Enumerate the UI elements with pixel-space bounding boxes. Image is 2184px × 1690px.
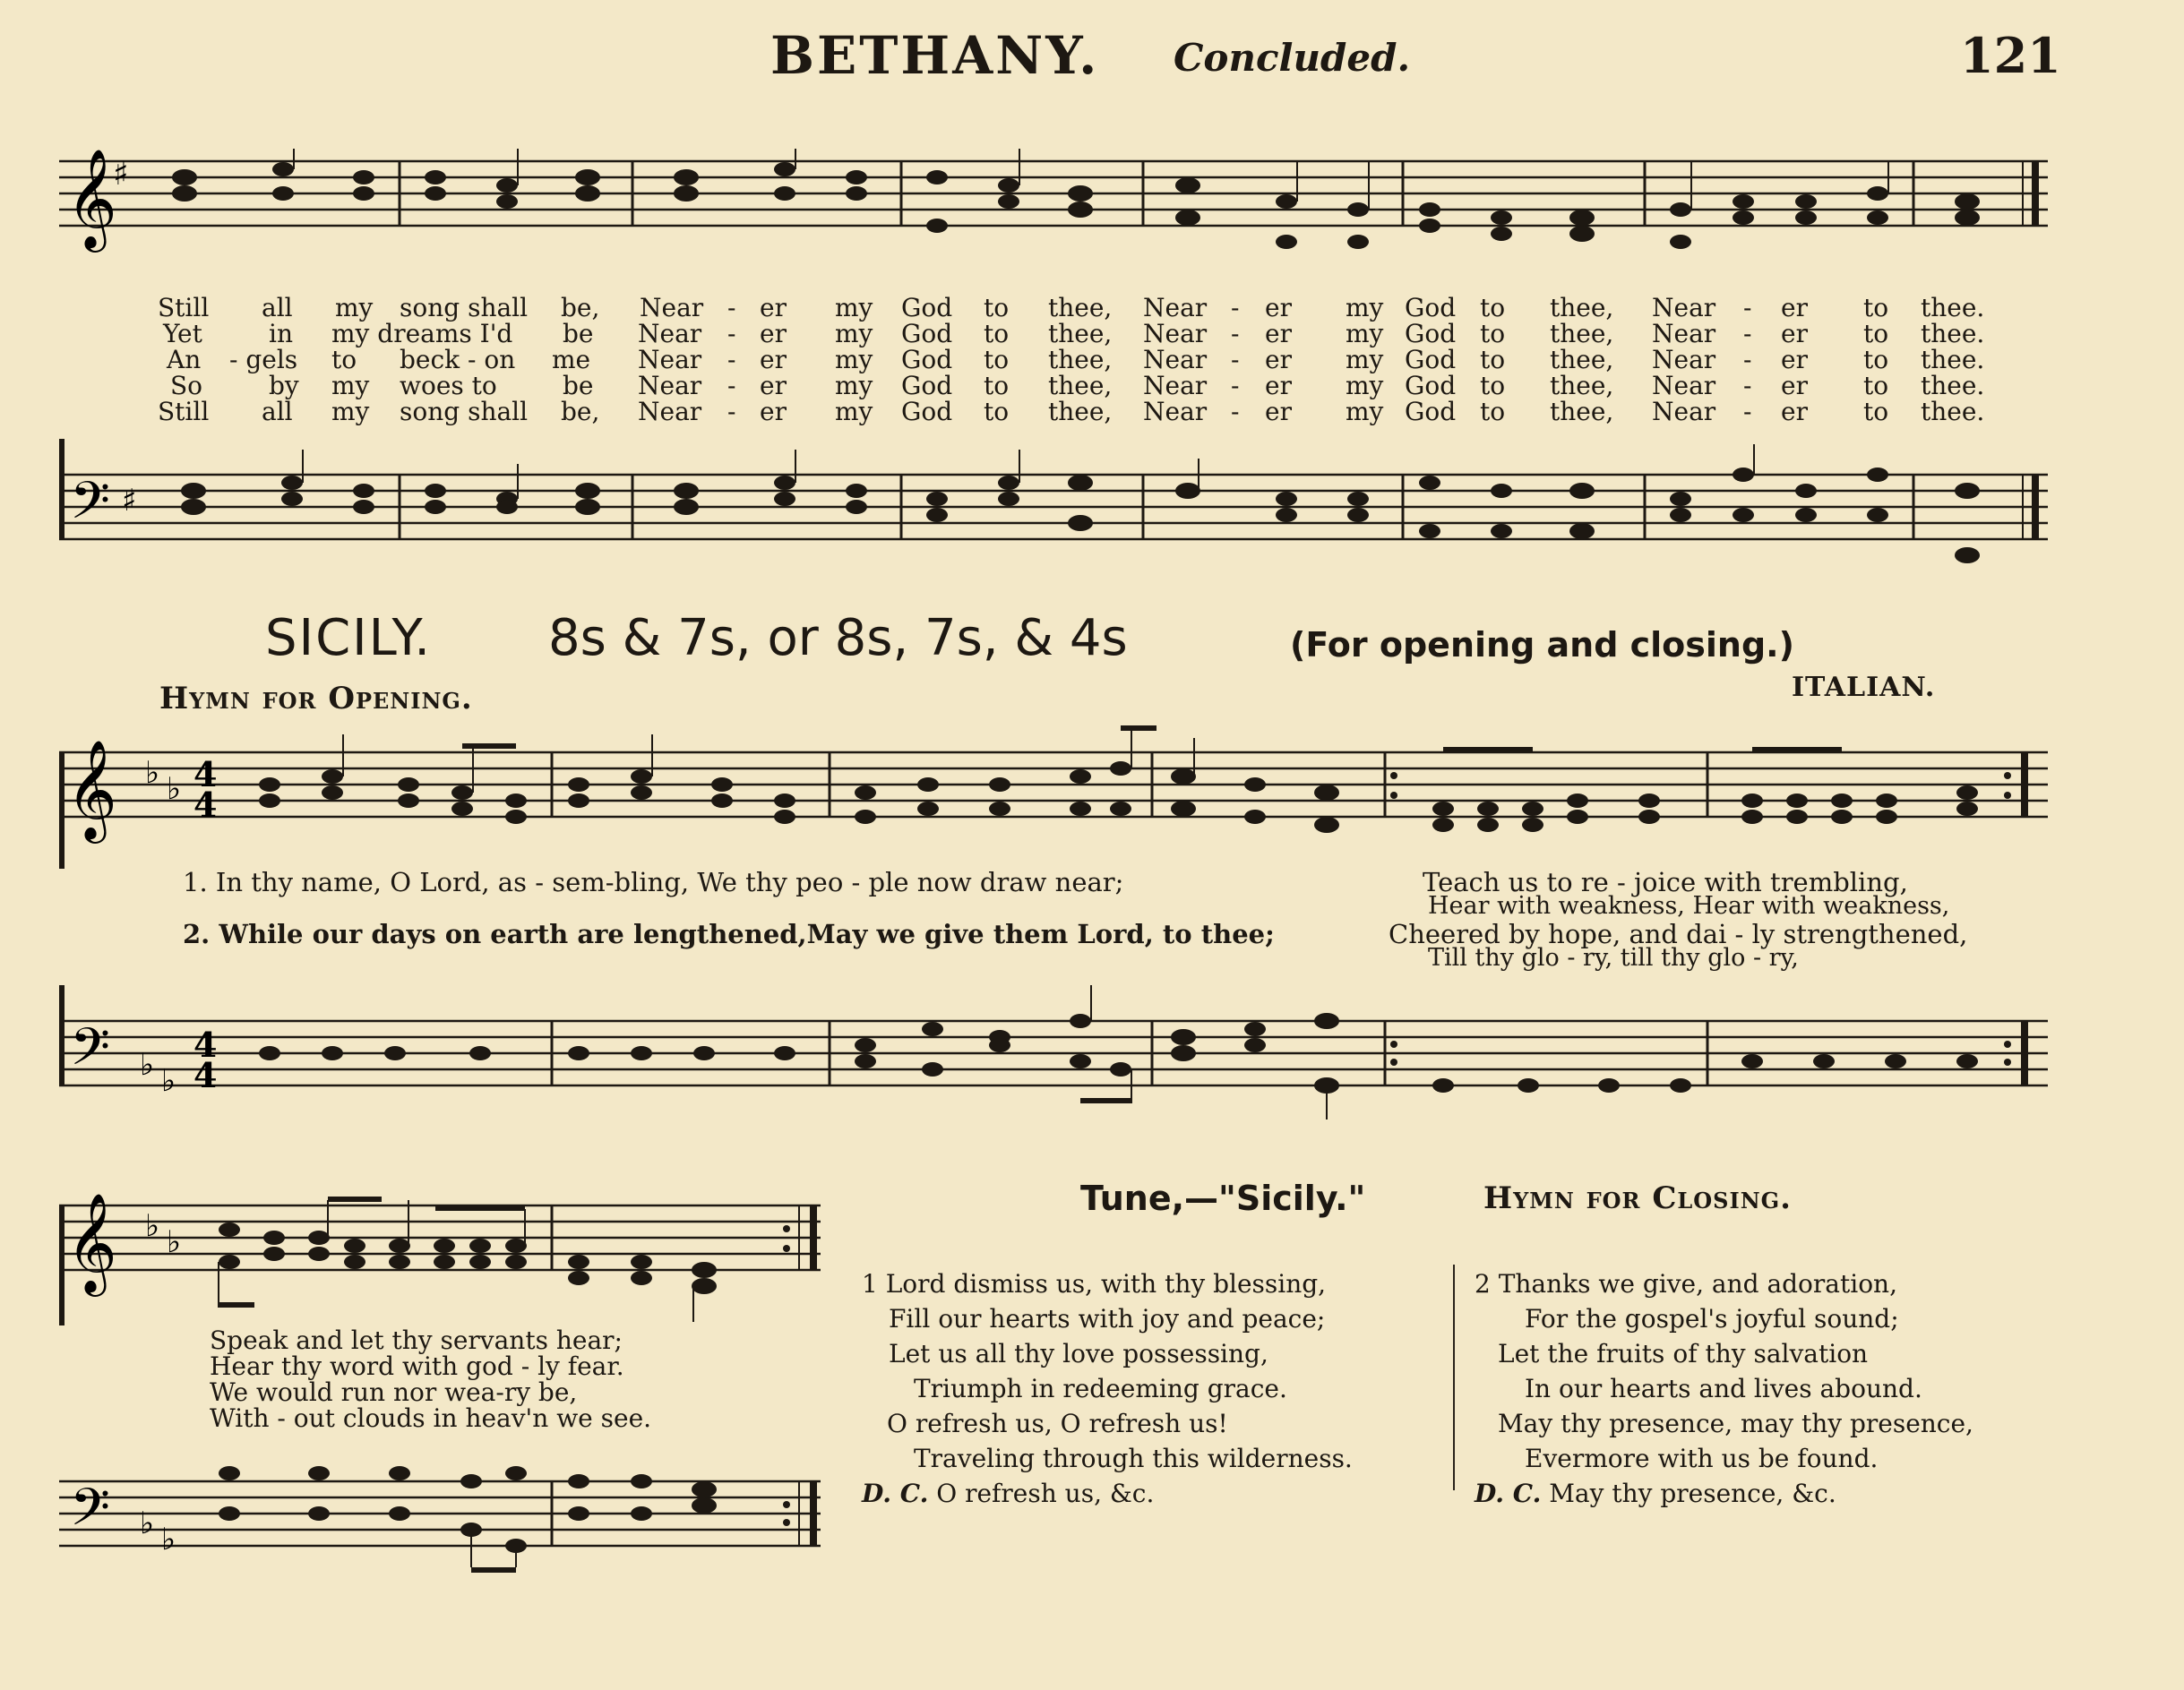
- svg-text:𝄢: 𝄢: [70, 1477, 111, 1550]
- lyric-word: to: [1863, 371, 1889, 400]
- lyric-word: thee,: [1048, 371, 1113, 400]
- lyric-word: er: [1265, 397, 1292, 426]
- lyric-word: my: [835, 293, 873, 322]
- lyric-word: -: [1743, 293, 1752, 322]
- lyric-word: -: [1743, 371, 1752, 400]
- svg-text:♭: ♭: [145, 755, 160, 791]
- continuation-lyric-line: We would run nor wea-ry be,: [210, 1377, 578, 1407]
- lyric-word: er: [1781, 293, 1808, 322]
- lyric-word: to: [984, 371, 1010, 400]
- lyric-word: -: [1231, 397, 1240, 426]
- hymn-usage-note: (For opening and closing.): [1290, 625, 1794, 665]
- hymn-for-closing-label: Hymn for Closing.: [1483, 1180, 1792, 1216]
- lyric-word: my: [1346, 293, 1384, 322]
- lyric-word: to: [984, 319, 1010, 348]
- lyric-word: God: [1405, 397, 1457, 426]
- sicily-lyric-line-2: 2. While our days on earth are lengthened,May we give them Lord, to thee;: [183, 919, 1275, 949]
- sicily-lyric-line-1-end-a: Teach us to re - joice with trembling,: [1423, 867, 1908, 897]
- verse-line: O refresh us, O refresh us!: [887, 1409, 1228, 1438]
- lyric-word: Near: [1143, 345, 1208, 374]
- lyric-word: er: [1781, 319, 1808, 348]
- svg-text:𝄞: 𝄞: [66, 1192, 117, 1292]
- lyric-word: song shall: [400, 397, 529, 426]
- lyric-word: er: [760, 319, 787, 348]
- verse-line: Fill our hearts with joy and peace;: [889, 1304, 1326, 1334]
- lyric-word: me: [552, 345, 591, 374]
- page-number: 121: [1960, 27, 2061, 84]
- verse-line: 2 Thanks we give, and adoration,: [1475, 1269, 1897, 1299]
- lyric-word: my: [331, 371, 370, 400]
- lyric-word: thee,: [1048, 319, 1113, 348]
- lyric-word: thee,: [1550, 319, 1614, 348]
- svg-text:♭: ♭: [145, 1208, 160, 1244]
- verse-line: Let us all thy love possessing,: [889, 1339, 1268, 1368]
- lyric-word: An: [167, 345, 202, 374]
- sicily-treble-staff: [59, 725, 2048, 869]
- lyric-word: Yet: [163, 319, 202, 348]
- bethany-lyric-line-3: [158, 345, 1985, 373]
- lyric-word: So: [170, 371, 203, 400]
- lyric-word: my: [1346, 371, 1384, 400]
- bethany-lyric-line-4: [158, 371, 1985, 399]
- lyric-word: God: [901, 319, 953, 348]
- lyric-word: Near: [638, 319, 702, 348]
- lyric-word: be: [563, 319, 594, 348]
- lyric-word: my: [1346, 319, 1384, 348]
- lyric-word: thee.: [1921, 371, 1985, 400]
- svg-text:𝄞: 𝄞: [66, 149, 117, 248]
- lyric-word: to: [331, 345, 357, 374]
- svg-text:4: 4: [193, 785, 218, 825]
- dc-mark: D. C.: [862, 1479, 929, 1508]
- closing-verse-1: [862, 1266, 1353, 1511]
- lyric-word: -: [727, 371, 736, 400]
- lyric-word: woes to: [400, 371, 497, 400]
- continuation-lyric-line: With - out clouds in heav'n we see.: [210, 1403, 652, 1433]
- lyric-word: thee,: [1048, 397, 1113, 426]
- verse-dc-line: [862, 1476, 1353, 1511]
- verse-line: For the gospel's joyful sound;: [1525, 1304, 1899, 1334]
- svg-text:𝄢: 𝄢: [70, 1017, 111, 1090]
- lyric-word: thee,: [1550, 345, 1614, 374]
- svg-text:♭: ♭: [140, 1047, 155, 1083]
- lyric-word: God: [1405, 293, 1457, 322]
- tune-label: Tune,—"Sicily.": [1080, 1179, 1366, 1218]
- svg-text:♯: ♯: [122, 483, 137, 519]
- lyric-word: Near: [1652, 319, 1716, 348]
- lyric-word: Near: [1143, 319, 1208, 348]
- lyric-word: my: [835, 345, 873, 374]
- hymn-for-opening-label: Hymn for Opening.: [159, 681, 473, 716]
- lyric-word: Near: [638, 345, 702, 374]
- lyric-word: my: [835, 319, 873, 348]
- lyric-word: -: [727, 319, 736, 348]
- svg-text:𝄢: 𝄢: [70, 470, 111, 544]
- verse-line: Let the fruits of thy salvation: [1498, 1339, 1869, 1368]
- verse-line: Triumph in redeeming grace.: [914, 1374, 1287, 1403]
- sicily-lyric-line-2-end-a: Cheered by hope, and dai - ly strengthened,: [1389, 919, 1968, 949]
- lyric-word: God: [901, 397, 953, 426]
- lyric-word: -: [1231, 293, 1240, 322]
- dc-mark: D. C.: [1475, 1479, 1542, 1508]
- lyric-word: thee,: [1550, 371, 1614, 400]
- tune-origin: ITALIAN.: [1792, 672, 1936, 703]
- lyric-word: to: [1480, 345, 1506, 374]
- svg-text:4: 4: [193, 1025, 218, 1065]
- svg-text:♯: ♯: [113, 156, 129, 193]
- lyric-word: -: [727, 345, 736, 374]
- sicily-bass-staff: [59, 985, 2048, 1128]
- lyric-word: -: [1231, 319, 1240, 348]
- lyric-word: to: [1863, 345, 1889, 374]
- svg-text:4: 4: [193, 1055, 218, 1095]
- lyric-word: God: [1405, 319, 1457, 348]
- lyric-word: thee,: [1048, 293, 1113, 322]
- lyric-word: er: [1781, 345, 1808, 374]
- lyric-word: be: [563, 371, 594, 400]
- svg-text:4: 4: [193, 754, 218, 794]
- lyric-word: Near: [1143, 293, 1208, 322]
- lyric-word: be,: [561, 397, 600, 426]
- lyric-word: my: [331, 397, 370, 426]
- sicily-continuation-lyrics: [210, 1327, 651, 1431]
- lyric-word: -: [1231, 345, 1240, 374]
- sicily-continuation-bass-staff: [59, 1433, 830, 1612]
- verse-line: May thy presence, may thy presence,: [1498, 1409, 1973, 1438]
- lyric-word: all: [262, 397, 293, 426]
- lyric-word: all: [262, 293, 293, 322]
- lyric-word: Near: [640, 293, 704, 322]
- continuation-lyric-line: Hear thy word with god - ly fear.: [210, 1351, 624, 1381]
- closing-verse-2: [1475, 1266, 1973, 1511]
- lyric-word: Near: [1652, 293, 1716, 322]
- lyric-word: song shall: [400, 293, 529, 322]
- lyric-word: in: [269, 319, 293, 348]
- lyric-word: -: [1231, 371, 1240, 400]
- lyric-word: Near: [1143, 397, 1208, 426]
- lyric-word: my: [835, 397, 873, 426]
- lyric-word: Near: [1652, 345, 1716, 374]
- lyric-word: er: [1781, 371, 1808, 400]
- lyric-word: to: [984, 293, 1010, 322]
- dc-text: May thy presence, &c.: [1549, 1479, 1836, 1508]
- hymn-title-suffix: Concluded.: [1174, 36, 1411, 80]
- lyric-word: my dreams I'd: [331, 319, 513, 348]
- lyric-word: -: [1743, 397, 1752, 426]
- verse-dc-line: [1475, 1476, 1973, 1511]
- lyric-word: er: [760, 397, 787, 426]
- lyric-word: my: [335, 293, 374, 322]
- lyric-word: God: [901, 293, 953, 322]
- hymn-meter: 8s & 7s, or 8s, 7s, & 4s: [548, 609, 1128, 667]
- lyric-word: er: [1265, 319, 1292, 348]
- lyric-word: to: [1480, 293, 1506, 322]
- svg-text:♭: ♭: [161, 1522, 176, 1557]
- lyric-word: Near: [1143, 371, 1208, 400]
- sicily-continuation-treble-staff: [59, 1173, 830, 1325]
- bethany-lyric-line-2: [158, 319, 1985, 347]
- verse-line: 1 Lord dismiss us, with thy blessing,: [862, 1269, 1327, 1299]
- lyric-word: to: [1863, 293, 1889, 322]
- lyric-word: er: [760, 293, 787, 322]
- lyric-word: to: [984, 345, 1010, 374]
- lyric-word: -: [1743, 345, 1752, 374]
- lyric-word: Near: [638, 371, 702, 400]
- lyric-word: my: [835, 371, 873, 400]
- lyric-word: Near: [1652, 371, 1716, 400]
- bethany-bass-staff: [59, 439, 2048, 573]
- lyric-word: thee,: [1048, 345, 1113, 374]
- bethany-treble-staff: [59, 149, 2048, 283]
- svg-text:♭: ♭: [140, 1506, 155, 1541]
- dc-text: O refresh us, &c.: [936, 1479, 1155, 1508]
- lyric-word: thee.: [1921, 345, 1985, 374]
- lyric-word: to: [1863, 397, 1889, 426]
- sicily-lyric-line-2-end-b: Till thy glo - ry, till thy glo - ry,: [1428, 944, 1799, 972]
- verse-line: Evermore with us be found.: [1525, 1444, 1879, 1473]
- lyric-word: thee.: [1921, 293, 1985, 322]
- lyric-word: God: [1405, 345, 1457, 374]
- lyric-word: Near: [1652, 397, 1716, 426]
- sicily-lyric-line-1: 1. In thy name, O Lord, as - sem-bling, We thy peo - ple now draw near;: [183, 867, 1124, 897]
- lyric-word: my: [1346, 397, 1384, 426]
- bethany-lyric-line-1: [158, 293, 1985, 322]
- svg-text:♭: ♭: [161, 1063, 176, 1099]
- lyric-word: beck - on: [400, 345, 516, 374]
- lyric-word: thee,: [1550, 293, 1614, 322]
- svg-text:𝄞: 𝄞: [66, 739, 117, 839]
- lyric-word: thee.: [1921, 319, 1985, 348]
- lyric-word: -: [1743, 319, 1752, 348]
- lyric-word: to: [1480, 371, 1506, 400]
- lyric-word: to: [1480, 397, 1506, 426]
- lyric-word: to: [1863, 319, 1889, 348]
- hymn-title-bethany: BETHANY.: [770, 25, 1100, 86]
- lyric-word: er: [760, 371, 787, 400]
- verse-line: Traveling through this wilderness.: [914, 1444, 1353, 1473]
- lyric-word: God: [901, 371, 953, 400]
- sicily-lyric-line-1-end-b: Hear with weakness, Hear with weakness,: [1428, 892, 1950, 920]
- lyric-word: to: [984, 397, 1010, 426]
- lyric-word: by: [269, 371, 299, 400]
- lyric-word: Still: [158, 397, 210, 426]
- continuation-lyric-line: Speak and let thy servants hear;: [210, 1325, 623, 1355]
- lyric-word: God: [901, 345, 953, 374]
- lyric-word: -: [727, 293, 736, 322]
- lyric-word: er: [1265, 293, 1292, 322]
- lyric-word: my: [1346, 345, 1384, 374]
- lyric-word: er: [1781, 397, 1808, 426]
- lyric-word: er: [1265, 345, 1292, 374]
- lyric-word: Near: [638, 397, 702, 426]
- lyric-word: thee.: [1921, 397, 1985, 426]
- lyric-word: -: [727, 397, 736, 426]
- lyric-word: to: [1480, 319, 1506, 348]
- lyric-word: er: [1265, 371, 1292, 400]
- lyric-word: thee,: [1550, 397, 1614, 426]
- hymn-title-sicily: SICILY.: [265, 609, 433, 667]
- verse-line: In our hearts and lives abound.: [1525, 1374, 1922, 1403]
- lyric-word: er: [760, 345, 787, 374]
- bethany-lyric-line-5: [158, 397, 1985, 425]
- column-divider: [1453, 1265, 1455, 1490]
- lyric-word: Still: [158, 293, 210, 322]
- lyric-word: - gels: [229, 345, 298, 374]
- lyric-word: God: [1405, 371, 1457, 400]
- svg-text:♭: ♭: [167, 1224, 182, 1260]
- svg-text:♭: ♭: [167, 771, 182, 807]
- lyric-word: be,: [561, 293, 600, 322]
